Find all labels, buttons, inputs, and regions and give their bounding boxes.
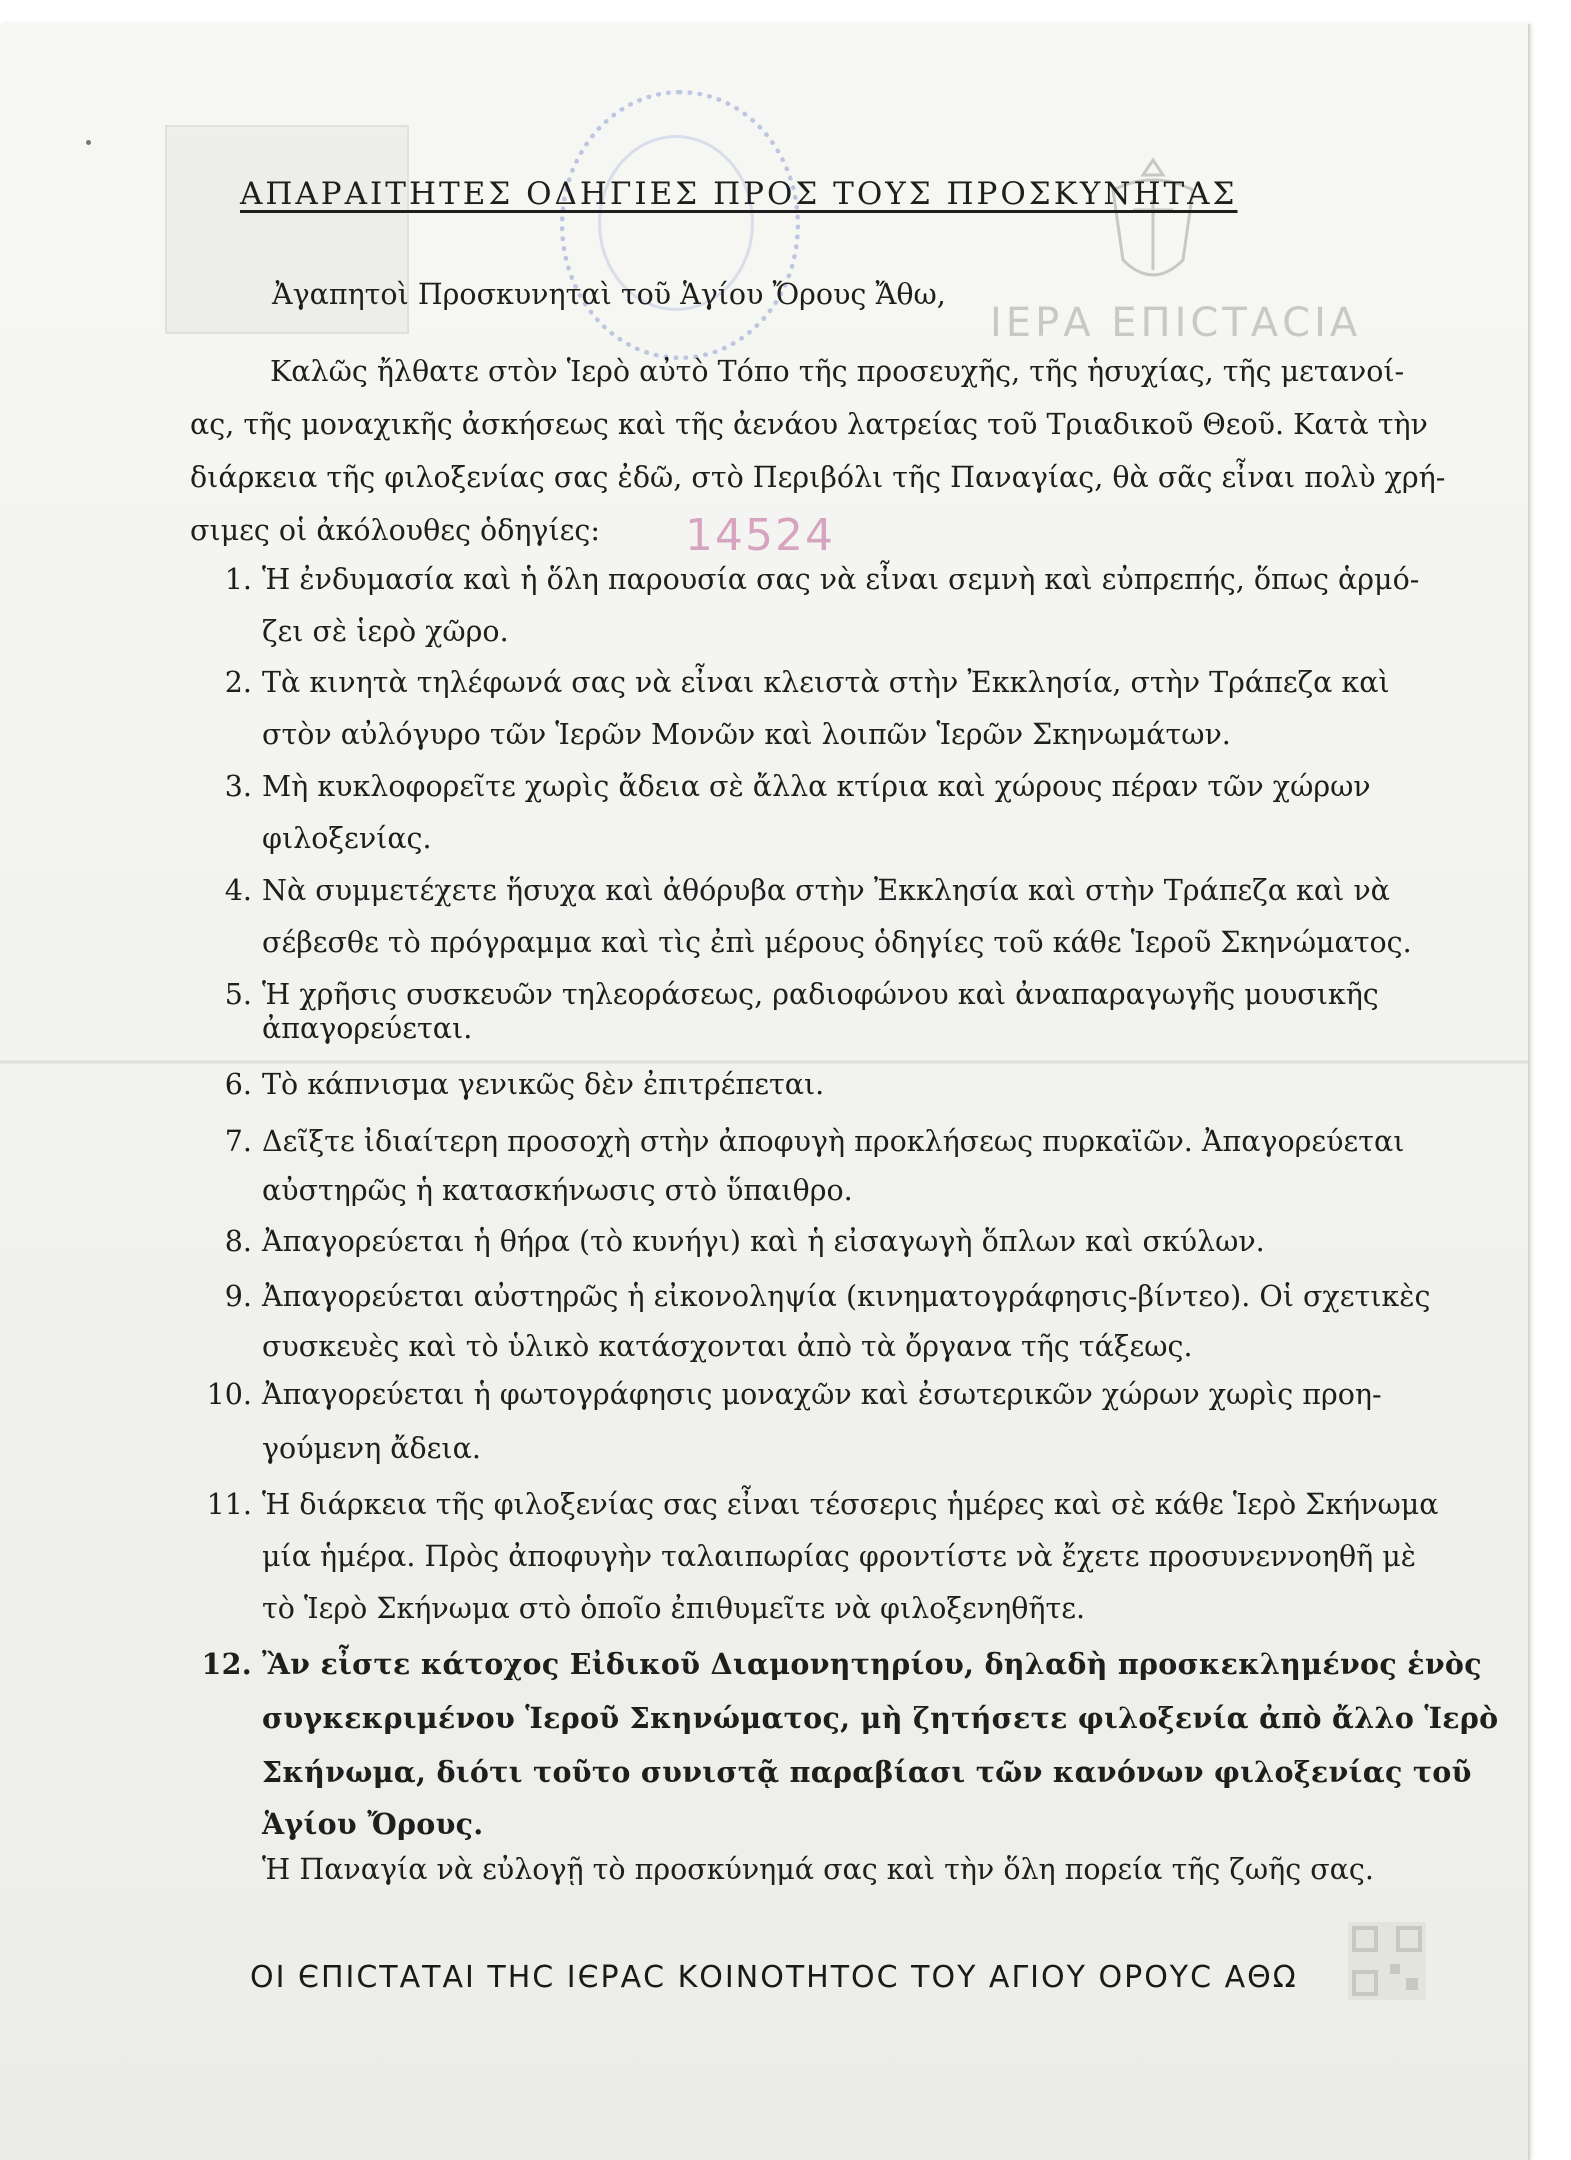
- item-text: Ἡ διάρκεια τῆς φιλοξενίας σας εἶναι τέσσερις ἡμέρες καὶ σὲ κάθε Ἱερὸ Σκήνωμα: [262, 1488, 1439, 1521]
- item-number: 8.: [224, 1225, 252, 1258]
- item-number: 5.: [224, 978, 252, 1011]
- intro-line: διάρκεια τῆς φιλοξενίας σας ἐδῶ, στὸ Περιβόλι τῆς Παναγίας, θὰ σᾶς εἶναι πολὺ χρή-: [190, 461, 1446, 494]
- item-text: φιλοξενίας.: [262, 822, 432, 855]
- item-text: Ἀπαγορεύεται ἡ θήρα (τὸ κυνήγι) καὶ ἡ εἰσαγωγὴ ὅπλων καὶ σκύλων.: [262, 1225, 1265, 1258]
- item-text: συγκεκριμένου Ἱεροῦ Σκηνώματος, μὴ ζητήσετε φιλοξενία ἀπὸ ἄλλο Ἱερὸ: [262, 1701, 1499, 1735]
- intro-line: ας, τῆς μοναχικῆς ἀσκήσεως καὶ τῆς ἀενάου λατρείας τοῦ Τριαδικοῦ Θεοῦ. Κατὰ τὴν: [190, 408, 1428, 441]
- item-text: Δεῖξτε ἰδιαίτερη προσοχὴ στὴν ἀποφυγὴ προκλήσεως πυρκαϊῶν. Ἀπαγορεύεται: [262, 1125, 1405, 1158]
- intro-line: σιμες οἱ ἀκόλουθες ὁδηγίες:: [190, 514, 600, 547]
- paper-fold-line: [0, 1060, 1528, 1064]
- item-text: Νὰ συμμετέχετε ἥσυχα καὶ ἀθόρυβα στὴν Ἐκκλησία καὶ στὴν Τράπεζα καὶ νὰ: [262, 874, 1390, 907]
- item-text: Μὴ κυκλοφορεῖτε χωρὶς ἄδεια σὲ ἄλλα κτίρια καὶ χώρους πέραν τῶν χώρων: [262, 770, 1371, 803]
- greeting: Ἀγαπητοὶ Προσκυνηταὶ τοῦ Ἁγίου Ὄρους Ἄθω,: [272, 278, 946, 311]
- qr-code-icon: [1346, 1920, 1428, 2002]
- item-text: συσκευὲς καὶ τὸ ὑλικὸ κατάσχονται ἀπὸ τὰ ὄργανα τῆς τάξεως.: [262, 1330, 1193, 1363]
- item-number: 12.: [201, 1647, 252, 1681]
- item-text: Ἡ ἐνδυμασία καὶ ἡ ὅλη παρουσία σας νὰ εἶναι σεμνὴ καὶ εὐπρεπής, ὅπως ἁρμό-: [262, 563, 1420, 596]
- item-number: 9.: [224, 1280, 252, 1313]
- item-number: 6.: [224, 1068, 252, 1101]
- item-number: 7.: [224, 1125, 252, 1158]
- item-text: αὐστηρῶς ἡ κατασκήνωσις στὸ ὕπαιθρο.: [262, 1174, 853, 1207]
- show-through-number: 14524: [685, 510, 835, 561]
- intro-line: Καλῶς ἤλθατε στὸν Ἱερὸ αὐτὸ Τόπο τῆς προσευχῆς, τῆς ἡσυχίας, τῆς μετανοί-: [270, 355, 1405, 388]
- item-text: Ἀπαγορεύεται αὐστηρῶς ἡ εἰκονοληψία (κινηματογράφησις-βίντεο). Οἱ σχετικὲς: [262, 1280, 1431, 1313]
- ink-speck: [86, 140, 91, 145]
- item-text: σέβεσθε τὸ πρόγραμμα καὶ τὶς ἐπὶ μέρους ὁδηγίες τοῦ κάθε Ἱεροῦ Σκηνώματος.: [262, 926, 1412, 959]
- item-text: μία ἡμέρα. Πρὸς ἀποφυγὴν ταλαιπωρίας φροντίστε νὰ ἔχετε προσυνεννοηθῆ μὲ: [262, 1540, 1417, 1573]
- document-title: ΑΠΑΡΑΙΤΗΤΕΣ ΟΔΗΓΙΕΣ ΠΡΟΣ ΤΟΥΣ ΠΡΟΣΚΥΝΗΤΑΣ: [240, 176, 1238, 212]
- item-text: Ἁγίου Ὄρους.: [262, 1807, 484, 1841]
- item-text: Ἂν εἶστε κάτοχος Εἰδικοῦ Διαμονητηρίου, δηλαδὴ προσκεκλημένος ἑνὸς: [262, 1647, 1482, 1681]
- item-number: 2.: [224, 666, 252, 699]
- item-number: 10.: [206, 1378, 252, 1411]
- item-text: Τὸ κάπνισμα γενικῶς δὲν ἐπιτρέπεται.: [262, 1068, 825, 1101]
- item-text: Σκήνωμα, διότι τοῦτο συνιστᾷ παραβίασι τῶν κανόνων φιλοξενίας τοῦ: [262, 1755, 1472, 1789]
- item-text: Τὰ κινητὰ τηλέφωνά σας νὰ εἶναι κλειστὰ στὴν Ἐκκλησία, στὴν Τράπεζα καὶ: [262, 666, 1390, 699]
- item-text: Ἀπαγορεύεται ἡ φωτογράφησις μοναχῶν καὶ ἐσωτερικῶν χώρων χωρὶς προη-: [262, 1378, 1382, 1411]
- item-text: Ἡ χρῆσις συσκευῶν τηλεοράσεως, ραδιοφώνου καὶ ἀναπαραγωγῆς μουσικῆς: [262, 978, 1379, 1011]
- signature-line: ΟΙ ЄΠΙCΤΑΤΑΙ ΤΗC ΙЄΡΑC ΚΟΙΝΟΤΗΤΟC ΤΟΥ ΑΓΙΟΥ ΟΡΟΥC ΑΘΩ: [250, 1960, 1298, 1995]
- item-text: γούμενη ἄδεια.: [262, 1432, 481, 1465]
- item-number: 1.: [224, 563, 252, 596]
- item-number: 3.: [224, 770, 252, 803]
- item-text: ζει σὲ ἱερὸ χῶρο.: [262, 615, 509, 648]
- item-text: τὸ Ἱερὸ Σκήνωμα στὸ ὁποῖο ἐπιθυμεῖτε νὰ φιλοξενηθῆτε.: [262, 1592, 1086, 1625]
- item-text: στὸν αὐλόγυρο τῶν Ἱερῶν Μονῶν καὶ λοιπῶν Ἱερῶν Σκηνωμάτων.: [262, 718, 1231, 751]
- blessing: Ἡ Παναγία νὰ εὐλογῇ τὸ προσκύνημά σας καὶ τὴν ὅλη πορεία τῆς ζωῆς σας.: [262, 1853, 1374, 1886]
- item-number: 11.: [206, 1488, 252, 1521]
- double-eagle-emblem-icon: [1098, 150, 1208, 300]
- show-through-heading: ΙΕΡΑ ΕΠΙCΤΑCΙΑ: [990, 300, 1362, 346]
- item-number: 4.: [224, 874, 252, 907]
- item-text: ἀπαγορεύεται.: [262, 1012, 473, 1045]
